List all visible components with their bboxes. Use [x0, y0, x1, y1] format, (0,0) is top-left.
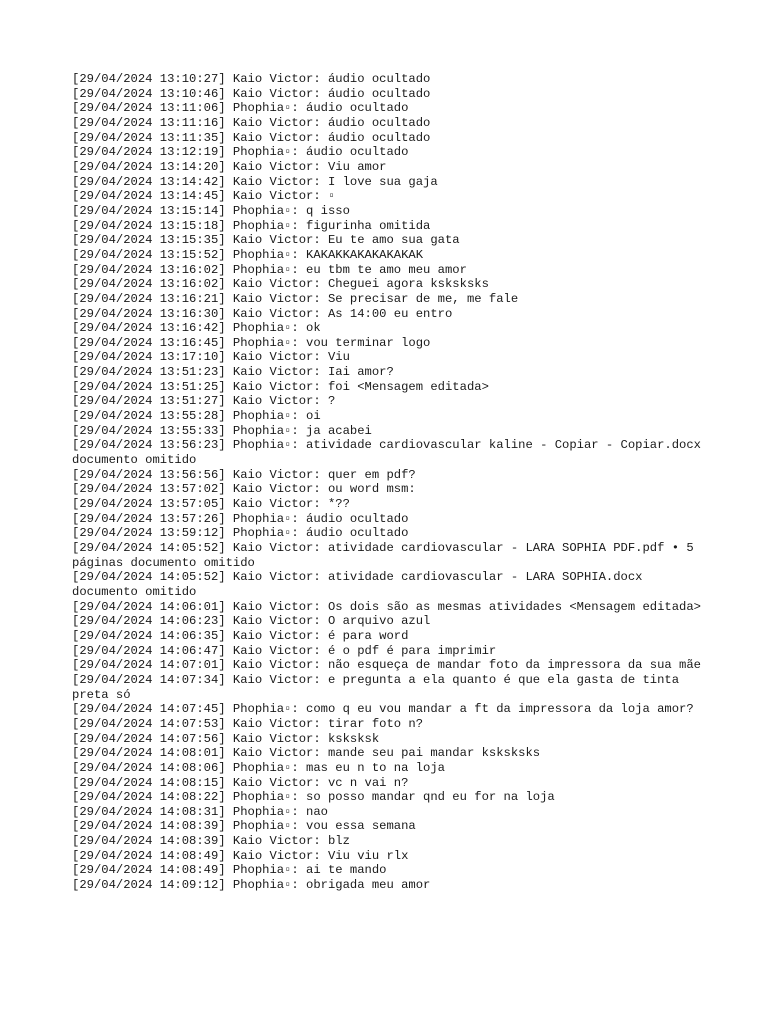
message-line: [29/04/2024 14:08:22] Phophia▫: so posso mandar qnd eu for na loja [72, 790, 555, 805]
message-line: [29/04/2024 13:55:33] Phophia▫: ja acabei [72, 423, 372, 438]
chat-transcript-page [72, 72, 712, 893]
message-line: [29/04/2024 13:51:23] Kaio Victor: Iai amor? [72, 365, 394, 380]
message-line: [29/04/2024 14:08:39] Phophia▫: vou essa semana [72, 819, 416, 834]
message-line: [29/04/2024 13:16:45] Phophia▫: vou terminar logo [72, 335, 431, 350]
message-line: [29/04/2024 13:16:30] Kaio Victor: As 14:00 eu entro [72, 306, 453, 321]
message-line: [29/04/2024 14:07:45] Phophia▫: como q eu vou mandar a ft da impressora da loja amor? [72, 702, 694, 717]
message-line: [29/04/2024 14:08:01] Kaio Victor: mande seu pai mandar ksksksks [72, 746, 541, 761]
message-line: [29/04/2024 13:51:27] Kaio Victor: ? [72, 394, 336, 409]
message-line: [29/04/2024 14:07:56] Kaio Victor: ksksksk [72, 731, 380, 746]
message-line: [29/04/2024 14:06:35] Kaio Victor: é para word [72, 628, 409, 643]
message-line: [29/04/2024 14:08:15] Kaio Victor: vc n vai n? [72, 775, 409, 790]
message-line: [29/04/2024 14:06:23] Kaio Victor: O arquivo azul [72, 614, 431, 629]
message-line: [29/04/2024 14:08:49] Kaio Victor: Viu viu rlx [72, 848, 409, 863]
message-line: [29/04/2024 13:15:14] Phophia▫: q isso [72, 203, 350, 218]
message-line: [29/04/2024 13:57:02] Kaio Victor: ou word msm: [72, 482, 416, 497]
message-line: [29/04/2024 14:06:47] Kaio Victor: é o pdf é para imprimir [72, 643, 497, 658]
message-line: [29/04/2024 14:08:49] Phophia▫: ai te mando [72, 863, 387, 878]
message-line: [29/04/2024 14:05:52] Kaio Victor: atividade cardiovascular - LARA SOPHIA PDF.pdf • 5 páginas documento omitido [72, 541, 701, 570]
message-line: [29/04/2024 13:16:02] Kaio Victor: Cheguei agora ksksksks [72, 277, 489, 292]
message-line: [29/04/2024 14:08:39] Kaio Victor: blz [72, 834, 350, 849]
message-line: [29/04/2024 13:16:02] Phophia▫: eu tbm te amo meu amor [72, 262, 467, 277]
message-line: [29/04/2024 14:06:01] Kaio Victor: Os dois são as mesmas atividades <Mensagem editada> [72, 599, 701, 614]
message-line: [29/04/2024 13:11:16] Kaio Victor: áudio ocultado [72, 115, 431, 130]
message-line: [29/04/2024 13:57:26] Phophia▫: áudio ocultado [72, 511, 409, 526]
message-line: [29/04/2024 13:14:45] Kaio Victor: ▫ [72, 189, 336, 204]
message-line: [29/04/2024 13:56:56] Kaio Victor: quer em pdf? [72, 467, 416, 482]
message-line: [29/04/2024 13:51:25] Kaio Victor: foi <Mensagem editada> [72, 379, 489, 394]
message-line: [29/04/2024 14:07:53] Kaio Victor: tirar foto n? [72, 716, 424, 731]
message-line: [29/04/2024 13:14:42] Kaio Victor: I love sua gaja [72, 174, 438, 189]
message-line: [29/04/2024 13:12:19] Phophia▫: áudio ocultado [72, 145, 409, 160]
message-line: [29/04/2024 13:16:21] Kaio Victor: Se precisar de me, me fale [72, 291, 519, 306]
message-line: [29/04/2024 13:15:18] Phophia▫: figurinha omitida [72, 218, 431, 233]
message-line: [29/04/2024 13:10:27] Kaio Victor: áudio ocultado [72, 72, 431, 86]
message-line: [29/04/2024 13:16:42] Phophia▫: ok [72, 321, 321, 336]
message-line: [29/04/2024 14:05:52] Kaio Victor: atividade cardiovascular - LARA SOPHIA.docx documento omitido [72, 570, 650, 599]
message-line: [29/04/2024 14:08:31] Phophia▫: nao [72, 804, 328, 819]
message-line: [29/04/2024 14:08:06] Phophia▫: mas eu n to na loja [72, 760, 445, 775]
message-line: [29/04/2024 14:09:12] Phophia▫: obrigada meu amor [72, 878, 431, 893]
message-line: [29/04/2024 13:11:06] Phophia▫: áudio ocultado [72, 101, 409, 116]
message-line: [29/04/2024 13:17:10] Kaio Victor: Viu [72, 350, 350, 365]
message-line: [29/04/2024 13:11:35] Kaio Victor: áudio ocultado [72, 130, 431, 145]
message-line: [29/04/2024 13:14:20] Kaio Victor: Viu amor [72, 159, 387, 174]
message-line: [29/04/2024 13:55:28] Phophia▫: oi [72, 409, 321, 424]
message-line: [29/04/2024 14:07:01] Kaio Victor: não esqueça de mandar foto da impressora da sua mãe [72, 658, 701, 673]
message-line: [29/04/2024 13:59:12] Phophia▫: áudio ocultado [72, 526, 409, 541]
message-line: [29/04/2024 13:56:23] Phophia▫: atividade cardiovascular kaline - Copiar - Copiar.docx documento omitido [72, 438, 709, 468]
message-line: [29/04/2024 13:10:46] Kaio Victor: áudio ocultado [72, 86, 431, 101]
message-line: [29/04/2024 13:15:35] Kaio Victor: Eu te amo sua gata [72, 233, 460, 248]
message-line: [29/04/2024 13:15:52] Phophia▫: KAKAKKAKAKAKAKAK [72, 247, 424, 262]
message-line: [29/04/2024 14:07:34] Kaio Victor: e pregunta a ela quanto é que ela gasta de tinta preta só [72, 672, 687, 702]
message-line: [29/04/2024 13:57:05] Kaio Victor: *?? [72, 497, 350, 512]
